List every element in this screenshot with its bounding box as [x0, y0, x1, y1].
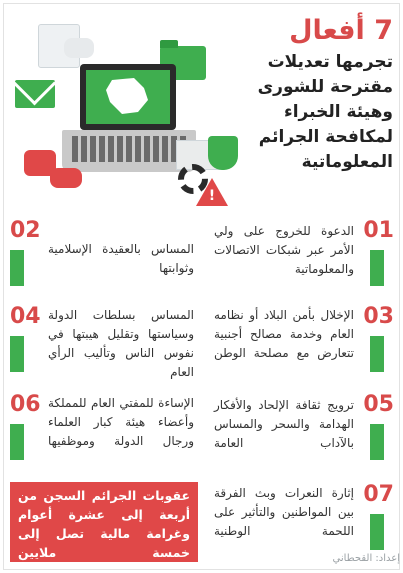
green-bar — [10, 424, 24, 460]
item-02 — [8, 218, 200, 300]
credit-text: إعداد: القحطاني — [332, 553, 400, 564]
item-05 — [208, 392, 396, 474]
title-block — [233, 14, 393, 175]
item-text: ترويج ثقافة الإلحاد والأفكار الهدامة والسحر والمساس بالآداب العامة — [214, 398, 354, 450]
laptop-screen-icon — [80, 64, 176, 130]
item-number: 07 — [363, 482, 394, 507]
item-text: المساس بسلطات الدولة وسياستها وتقليل هيبتها في نفوس الناس وتأليب الرأي العام — [48, 308, 194, 379]
item-number: 03 — [363, 304, 394, 329]
item-text: المساس بالعقيدة الإسلامية وثوابتها — [48, 242, 194, 275]
item-03 — [208, 304, 396, 386]
chat-bubble-icon — [64, 38, 94, 58]
green-bar — [370, 514, 384, 550]
green-bar — [10, 336, 24, 372]
item-text: الإخلال بأمن البلاد أو نظامه العام وخدمة مصالح أجنبية تتعارض مع مصلحة الوطن — [214, 308, 354, 360]
warning-mark: ! — [208, 188, 216, 204]
penalty-box: عقوبات الجرائم السجن من أربعة إلى عشرة أعوام وغرامة مالية تصل إلى خمسة ملايين — [10, 482, 198, 562]
item-number: 01 — [363, 218, 394, 243]
item-04 — [8, 304, 200, 386]
item-number: 02 — [10, 218, 41, 243]
item-06 — [8, 392, 200, 474]
item-text: إثارة النعرات وبث الفرقة بين المواطنين والتأثير على اللحمة الوطنية — [214, 486, 354, 538]
item-01 — [208, 218, 396, 300]
item-number: 06 — [10, 392, 41, 417]
item-text: الدعوة للخروج على ولي الأمر عبر شبكات الاتصالات والمعلوماتية — [214, 224, 354, 276]
message-icon — [50, 168, 82, 188]
green-bar — [370, 336, 384, 372]
title-text: تجرمها تعديلات مقترحة للشورى وهيئة الخبراء لمكافحة الجرائم المعلوماتية — [257, 52, 393, 172]
item-text: الإساءة للمفتي العام للمملكة وأعضاء هيئة كبار العلماء ورجال الدولة وموظفيها — [48, 396, 194, 448]
green-bar — [10, 250, 24, 286]
green-bar — [370, 424, 384, 460]
keys-icon — [72, 136, 186, 162]
mail-icon — [15, 80, 55, 108]
green-bar — [370, 250, 384, 286]
item-07 — [208, 482, 396, 564]
map-icon — [104, 74, 150, 118]
item-number: 05 — [363, 392, 394, 417]
item-number: 04 — [10, 304, 41, 329]
title-count: 7 أفعال — [289, 15, 393, 46]
